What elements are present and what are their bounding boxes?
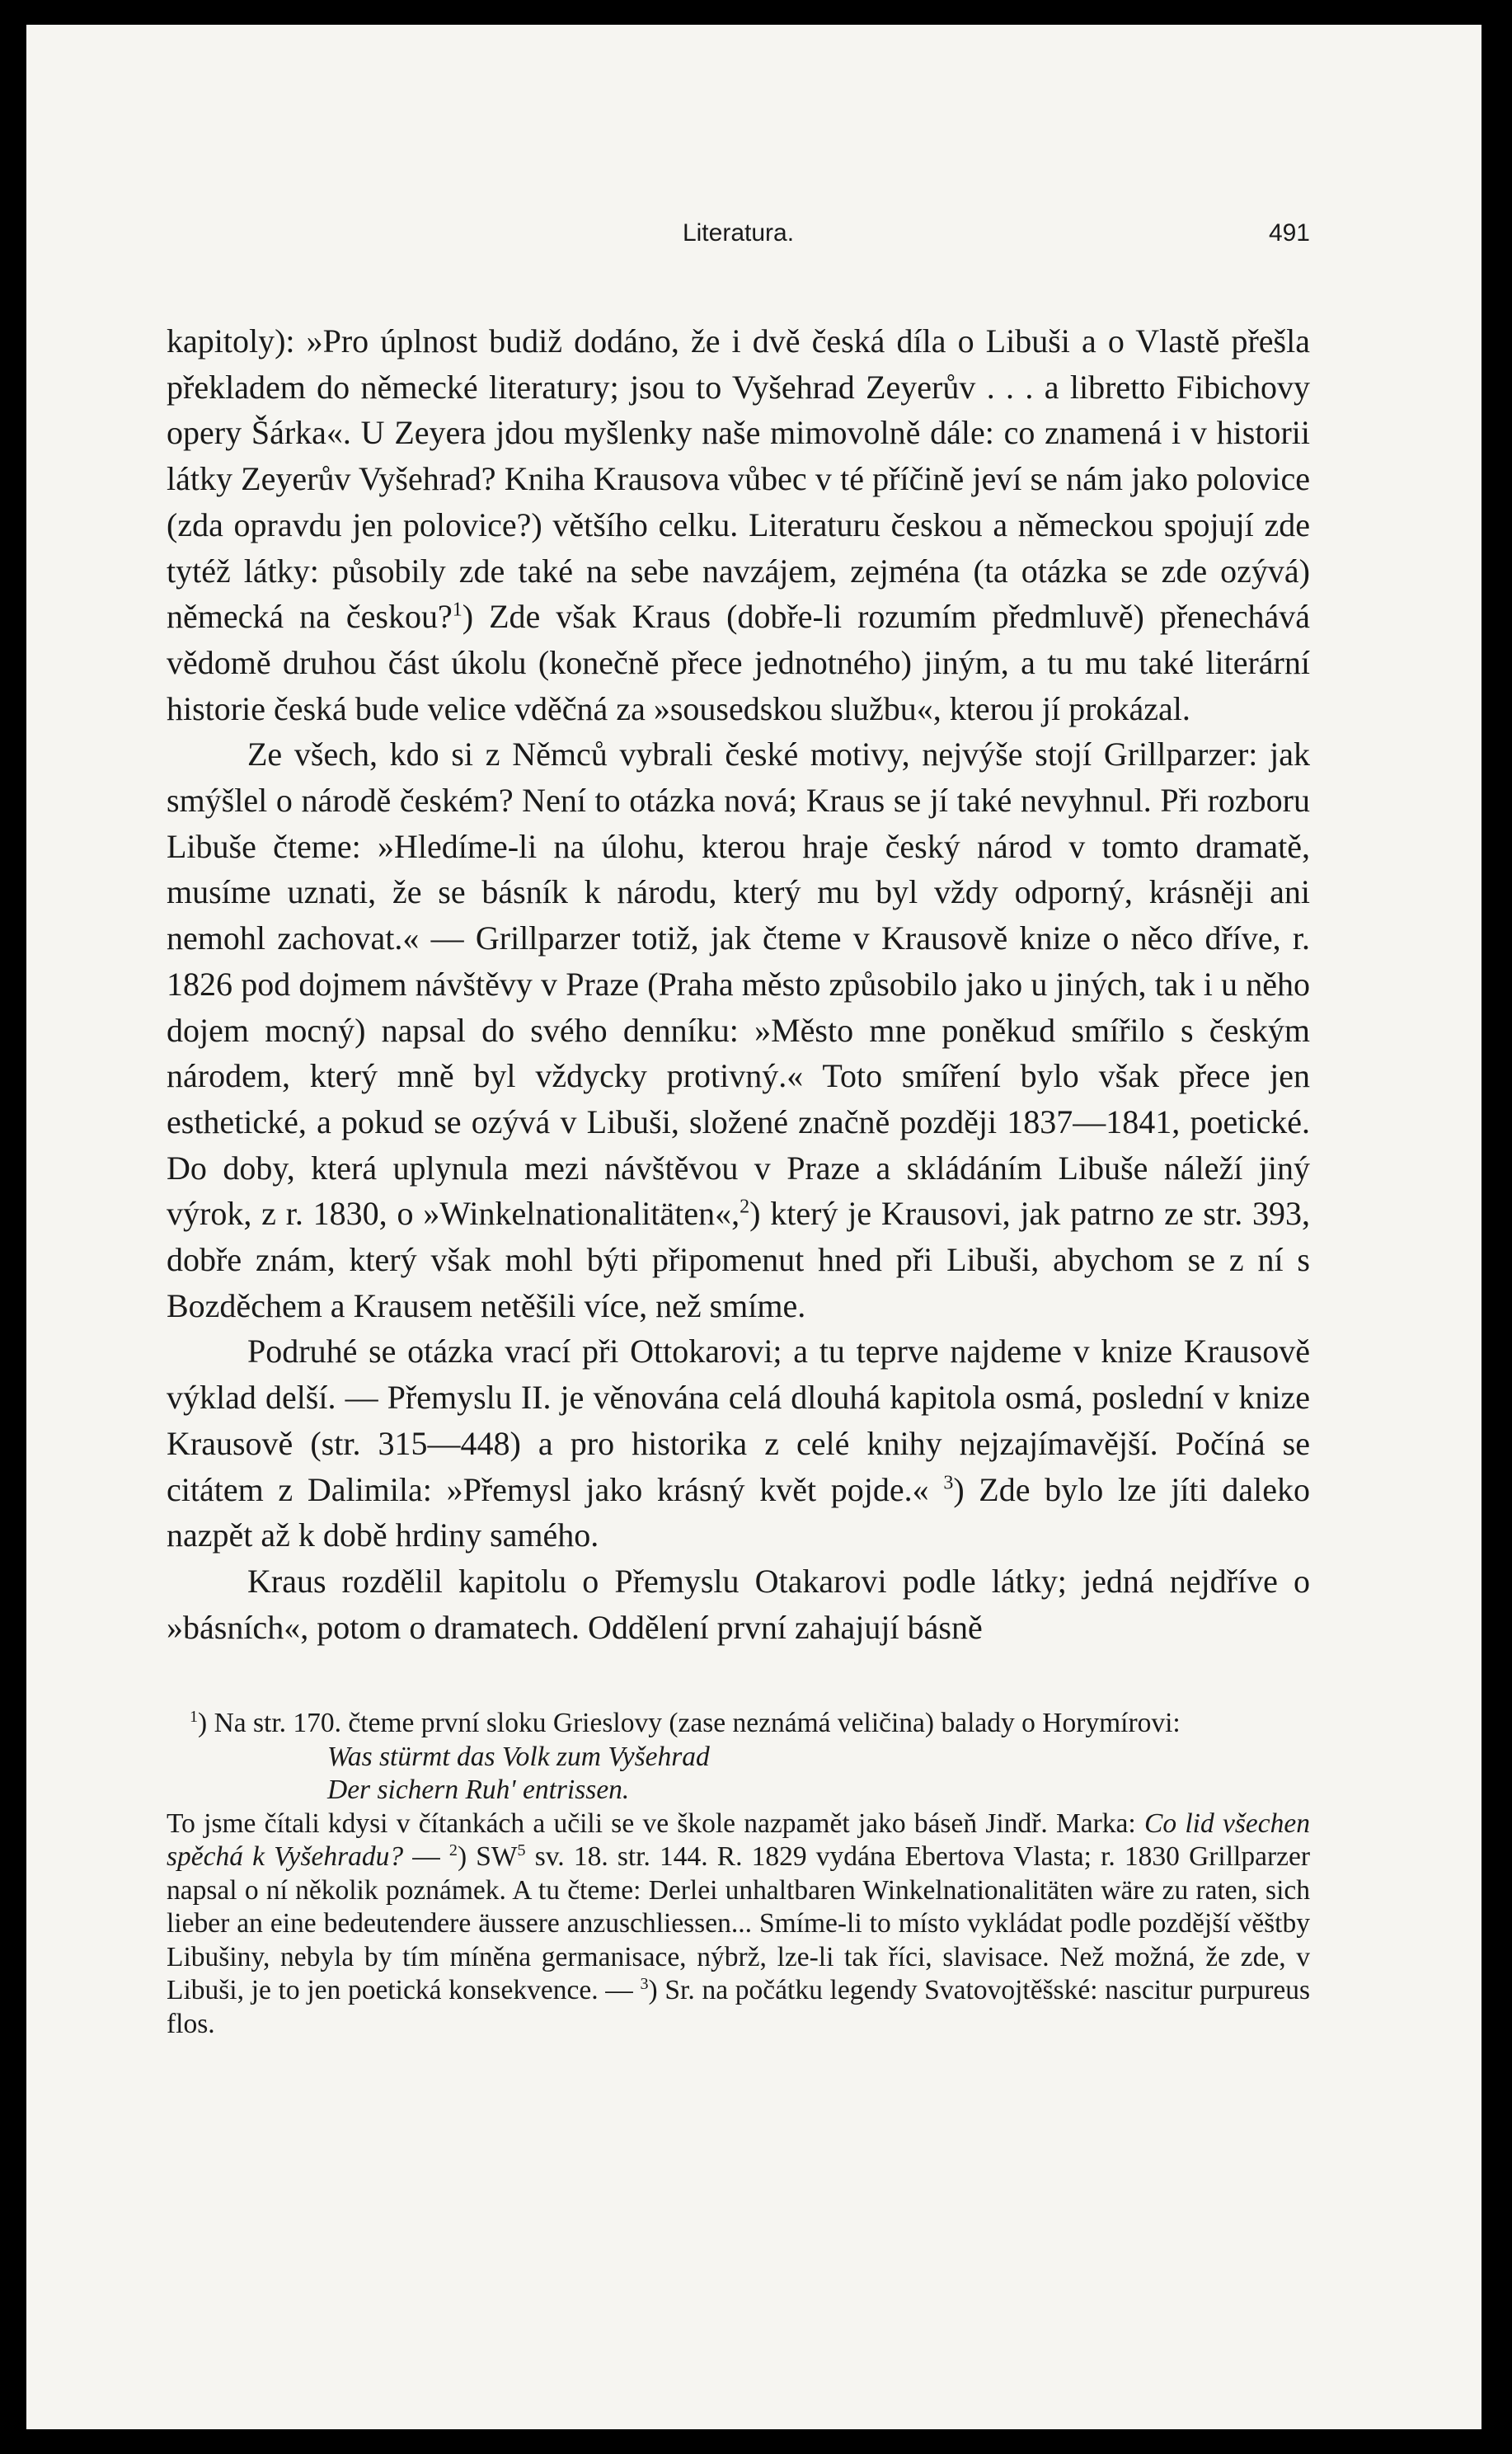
- main-text: [167, 318, 1310, 1650]
- footnote-2-mark: 2: [448, 1840, 458, 1859]
- poem-quote: [167, 1741, 1310, 1808]
- footnote-ref-2: 2: [740, 1196, 750, 1219]
- poem-line-2: Der sichern Ruh' entrissen.: [327, 1775, 630, 1805]
- running-head: Literatura.: [682, 219, 795, 247]
- paragraph-2: Ze všech, kdo si z Němců vybrali české motivy, nejvýše stojí Grillparzer: jak smýšlel o národě českém? Není to otázka nová; Kraus se jí také nevyhnul. Při rozboru Libuše čteme: »Hledíme-li na úlohu, kterou hraje český národ v tomto dramatě, musíme uznati, že se básník k národu, který mu byl vždy odporný, krásněji ani nemohl zachovat.« — Grillparzer totiž, jak čteme v Krausově knize o něco dříve, r. 1826 pod dojmem návštěvy v Praze (Praha město způsobilo jako u jiných, tak i u něho dojem mocný) napsal do svého denníku: »Město mne poněkud smířilo s českým národem, který mně byl vždycky protivný.« Toto smíření bylo však přece jen esthetické, a pokud se ozývá v Libuši, složené značně později 1837—1841, poetické. Do doby, která uplynula mezi návštěvou v Praze a skládáním Libuše náleží jiný výrok, z r. 1830, o »Winkelnationalitäten«,$^2$) který je Krausovi, jak patrno ze str. 393, dobře znám, který však mohl býti připomenut hned při Libuši, abychom se z ní s Bozděchem a Krausem netěšili více, než smíme.: [167, 736, 1311, 1324]
- book-page: [26, 25, 1481, 2429]
- footnote-ref-1: 1: [452, 599, 463, 621]
- footnote-ref-3: 3: [943, 1472, 954, 1494]
- poem-line-1: Was stürmt das Volk zum Vyšehrad: [327, 1741, 710, 1772]
- footnote-continuation: To jsme čítali kdysi v čítankách a učili se ve škole nazpamět jako báseň Jindř. Marka: Co lid všechen spěchá k Vyšehradu? — $^2$) $SW^5$ sv. 18. str. 144. R. 1829 vydána Ebertova Vlasta; r. 1830 Grillparzer napsal o ní několik poznámek. A tu čteme: Derlei unhaltbaren Winkelnationalitäten wäre zu raten, sich lieber an eine bedeutendere äussere anzuschliessen... Smíme-li to místo vykládat podle pozdější věštby Libušiny, nebyla by tím míněna germanisace, nýbrž, lze-li tak říci, slavisace. Než možná, že zde, v Libuši, je to jen poetická konsekvence. — $^3$) Sr. na počátku legendy Svatovojtěšské: nascitur purpureus flos.: [167, 1808, 1311, 2039]
- page-number: 491: [1268, 219, 1310, 247]
- paragraph-3: Podruhé se otázka vrací při Ottokarovi; a tu teprve najdeme v knize Krausově výklad delší. — Přemyslu II. je věnována celá dlouhá kapitola osmá, poslední v knize Krausově (str. 315—448) a pro historika z celé knihy nejzajímavější. Počíná se citátem z Dalimila: »Přemysl jako krásný květ pojde.« $^3$) Zde bylo lze jíti daleko nazpět až k době hrdiny samého.: [167, 1333, 1311, 1554]
- quoted-title: Co lid všechen spěchá k Vyšehradu?: [167, 1808, 1310, 1872]
- footnote-1: $^1$) Na str. 170. čteme první sloku Grieslovy (zase neznámá veličina) balady o Horymírovi:: [190, 1707, 1181, 1738]
- footnote-3-mark: 3: [640, 1974, 649, 1993]
- footnotes: [167, 1707, 1310, 2041]
- page-header: [167, 219, 1310, 269]
- paragraph-4: Kraus rozdělil kapitolu o Přemyslu Otakarovi podle látky; jedná nejdříve o »básních«, potom o dramatech. Oddělení první zahajují básně: [167, 1562, 1310, 1646]
- paragraph-1: kapitoly): »Pro úplnost budiž dodáno, že i dvě česká díla o Libuši a o Vlastě přešla překladem do německé literatury; jsou to Vyšehrad Zeyerův . . . a libretto Fibichovy opery Šárka«. U Zeyera jdou myšlenky naše mimovolně dále: co znamená i v historii látky Zeyerův Vyšehrad? Kniha Krausova vůbec v té příčině jeví se nám jako polovice (zda opravdu jen polovice?) většího celku. Literaturu českou a německou spojují zde tytéž látky: působily zde také na sebe navzájem, zejména (ta otázka se zde ozývá) německá na českou?$^1$) Zde však Kraus (dobře-li rozumím předmluvě) přenechává vědomě druhou část úkolu (konečně přece jednotného) jiným, a tu mu také literární historie česká bude velice vděčná za »sousedskou službu«, kterou jí prokázal.: [167, 322, 1310, 727]
